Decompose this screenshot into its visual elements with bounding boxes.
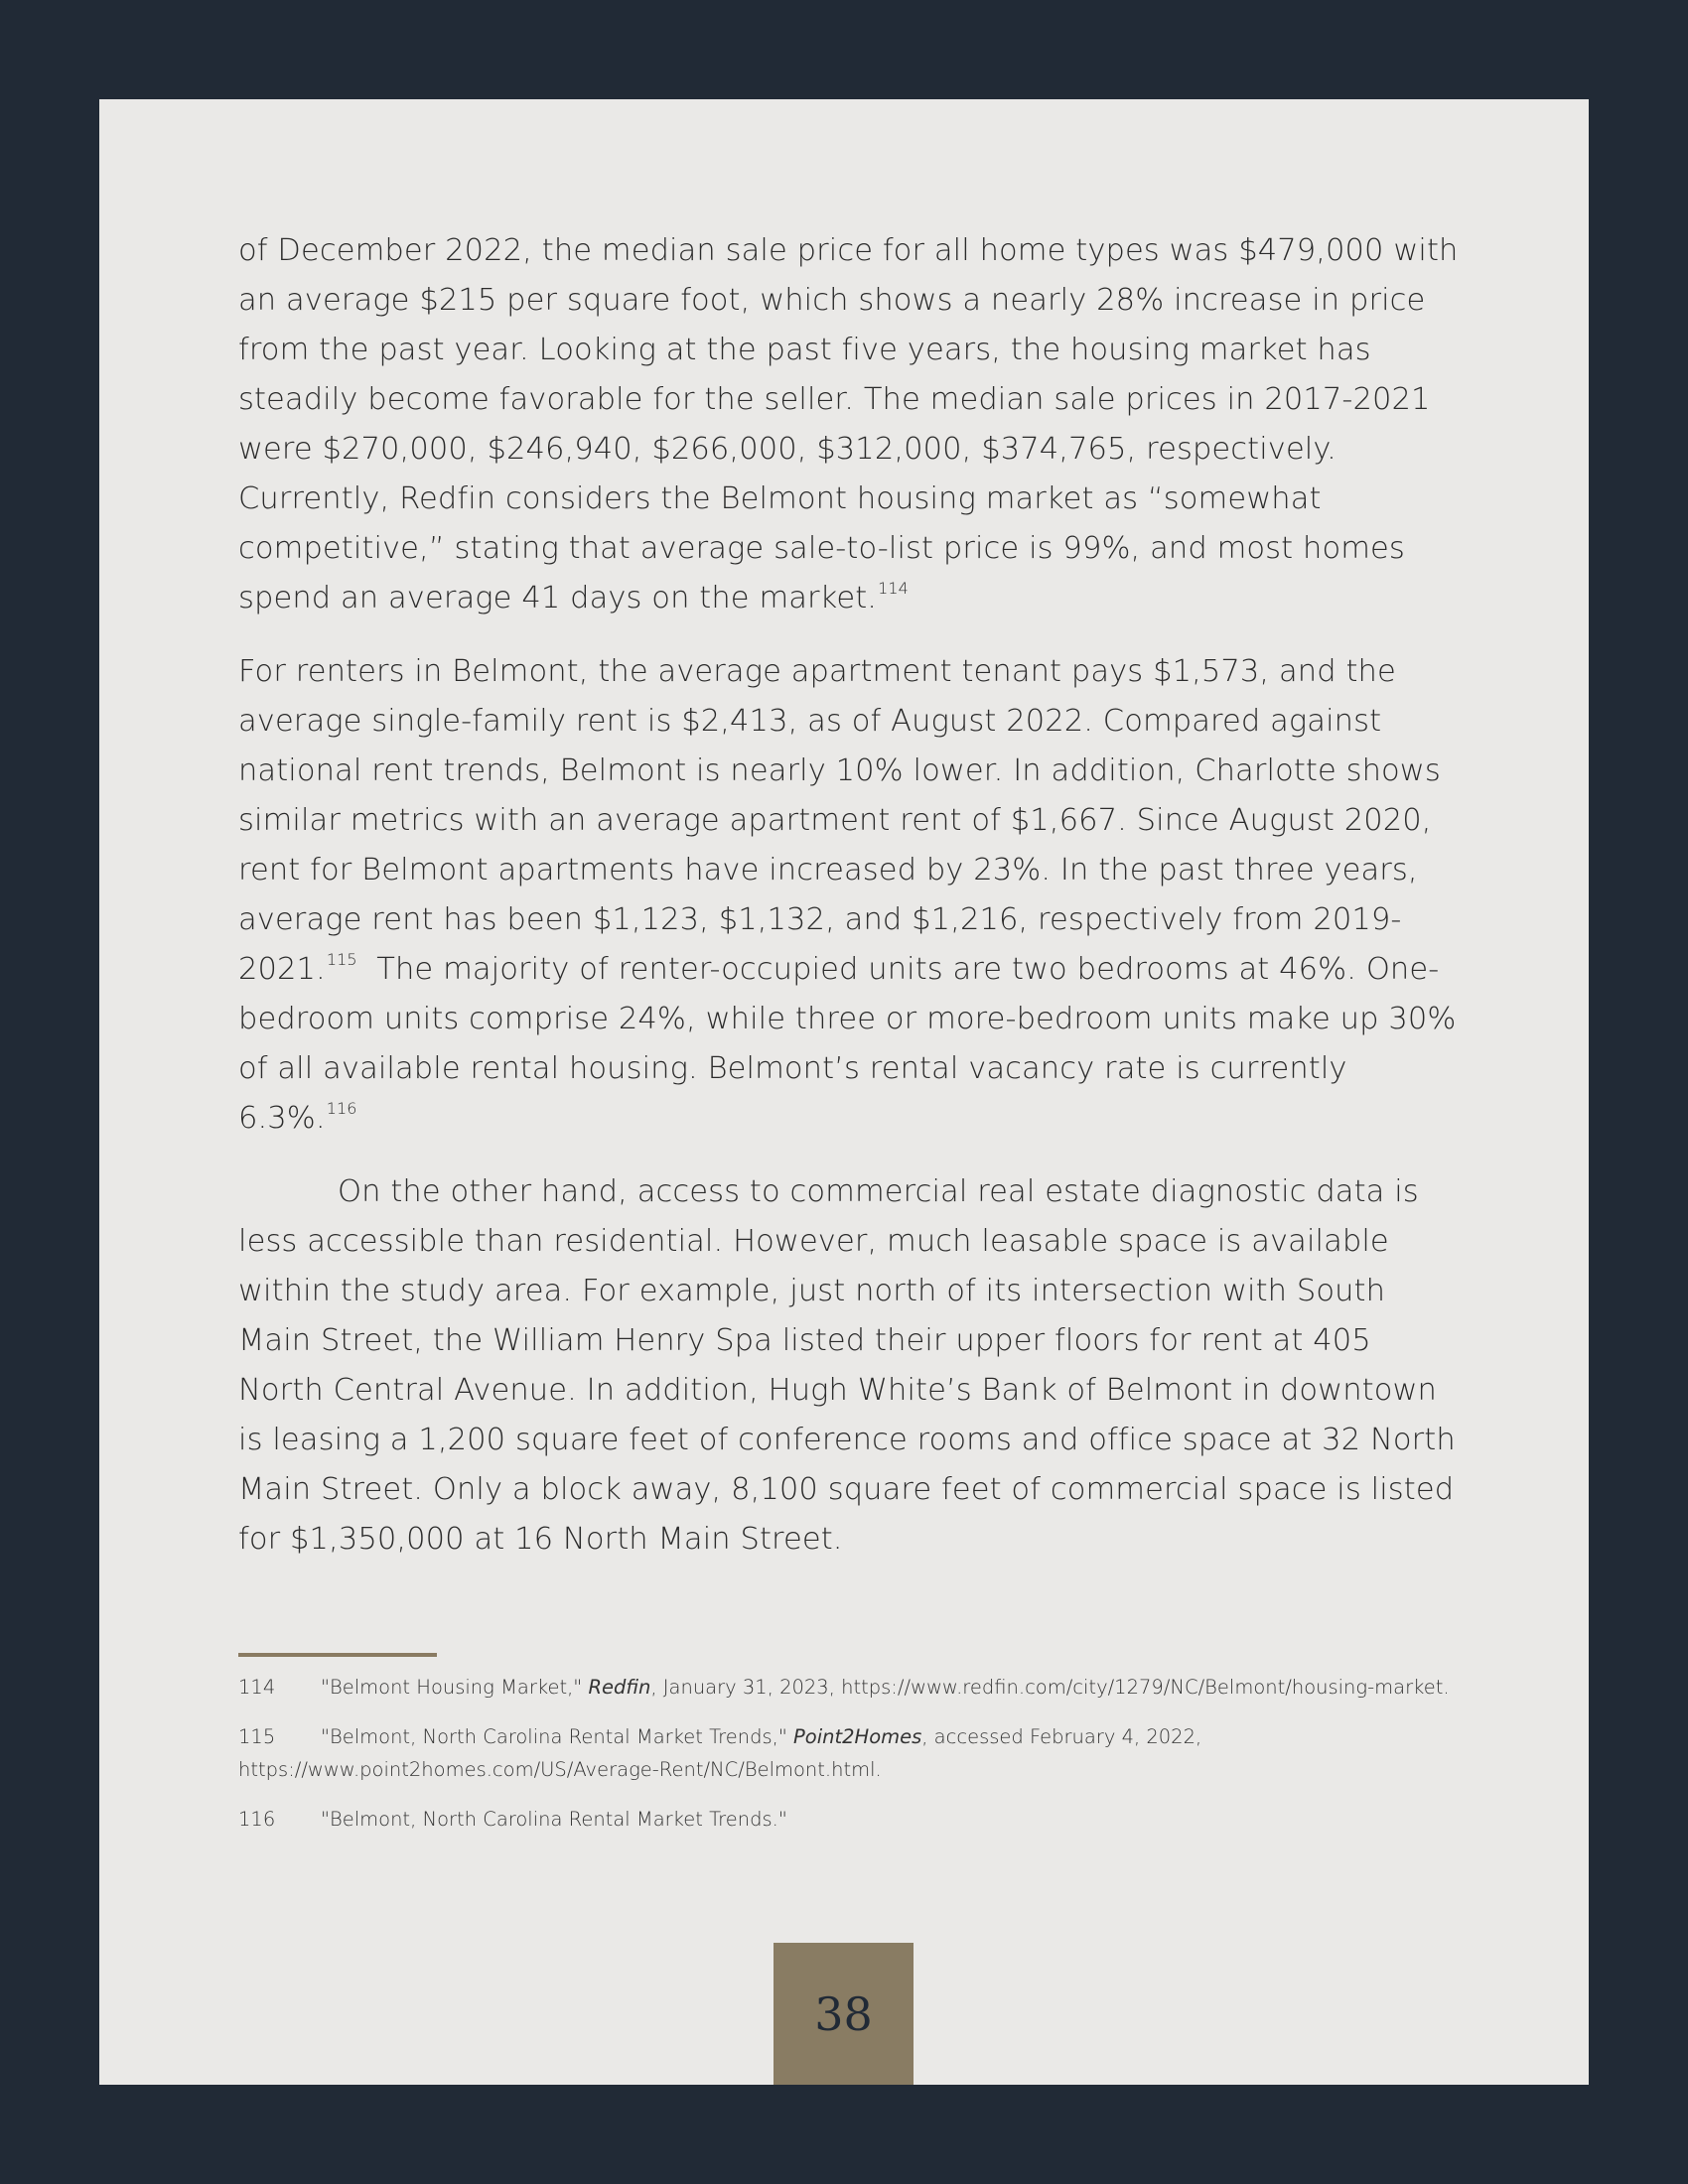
- footnote-114: [238, 1671, 1460, 1704]
- footnote-text: , January 31, 2023, https://www.redfin.com/city/1279/NC/Belmont/housing-market.: [650, 1676, 1450, 1699]
- paragraph-housing-market: [238, 226, 1460, 623]
- footnote-ref-116[interactable]: 116: [326, 1099, 357, 1118]
- footnote-source: Point2Homes: [793, 1725, 922, 1748]
- footnote-number: 114: [238, 1676, 276, 1699]
- paragraph-text: of December 2022, the median sale price for all home types was $479,000 with an average $215 per square foot, which shows a nearly 28% increase in price from the past year. Looking at the past five years, the housing market has steadily become favorable for the seller. The median sale prices in 2017-2021 were $270,000, $246,940, $266,000, $312,000, $374,765, respectively. Currently, Redfin considers the Belmont housing market as “somewhat competitive,” stating that average sale-to-list price is 99%, and most homes spend an average 41 days on the market.: [238, 233, 1459, 615]
- footnote-text: "Belmont Housing Market,": [321, 1676, 589, 1699]
- footnote-115: [238, 1720, 1460, 1786]
- page-number-badge: [774, 1943, 914, 2085]
- paragraph-text: The majority of renter-occupied units are two bedrooms at 46%. One-bedroom units comprise 24%, while three or more-bedroom units make up 30% of all available rental housing. Belmont’s rental vacancy rate is currently 6.3%.: [238, 952, 1467, 1136]
- footnote-source: Redfin: [588, 1676, 651, 1699]
- body-text: [238, 226, 1467, 1588]
- footnote-number: 115: [238, 1725, 276, 1748]
- footnote-text: "Belmont, North Carolina Rental Market Trends,": [321, 1725, 794, 1748]
- paragraph-text: On the other hand, access to commercial real estate diagnostic data is less accessible than residential. However, much leasable space is available within the study area. For example, just north of its intersection with South Main Street, the William Henry Spa listed their upper floors for rent at 405 North Central Avenue. In addition, Hugh White’s Bank of Belmont in downtown is leasing a 1,200 square feet of conference rooms and office space at 32 North Main Street. Only a block away, 8,100 square feet of commercial space is listed for $1,350,000 at 16 North Main Street.: [238, 1174, 1456, 1557]
- footnote-116: [238, 1803, 1460, 1836]
- paragraph-text: For renters in Belmont, the average apartment tenant pays $1,573, and the average single-family rent is $2,413, as of August 2022. Compared against national rent trends, Belmont is nearly 10% lower. In addition, Charlotte shows similar metrics with an average apartment rent of $1,667. Since August 2020, rent for Belmont apartments have increased by 23%. In the past three years, average rent has been $1,123, $1,132, and $1,216, respectively from 2019-2021.: [238, 654, 1441, 987]
- paragraph-commercial-real-estate: [238, 1167, 1460, 1565]
- paragraph-rental-market: [238, 647, 1467, 1144]
- footnote-ref-114[interactable]: 114: [878, 579, 909, 598]
- footnote-divider: [238, 1653, 437, 1657]
- page-number: 38: [814, 1986, 873, 2041]
- footnote-text: "Belmont, North Carolina Rental Market Trends.": [321, 1808, 787, 1831]
- footnotes: [238, 1671, 1460, 1852]
- footnote-text: , accessed February 4, 2022, https://www.point2homes.com/US/Average-Rent/NC/Belmont.html.: [238, 1725, 1202, 1781]
- footnote-ref-115[interactable]: 115: [326, 950, 357, 969]
- document-page: [99, 99, 1589, 2085]
- footnote-number: 116: [238, 1808, 276, 1831]
